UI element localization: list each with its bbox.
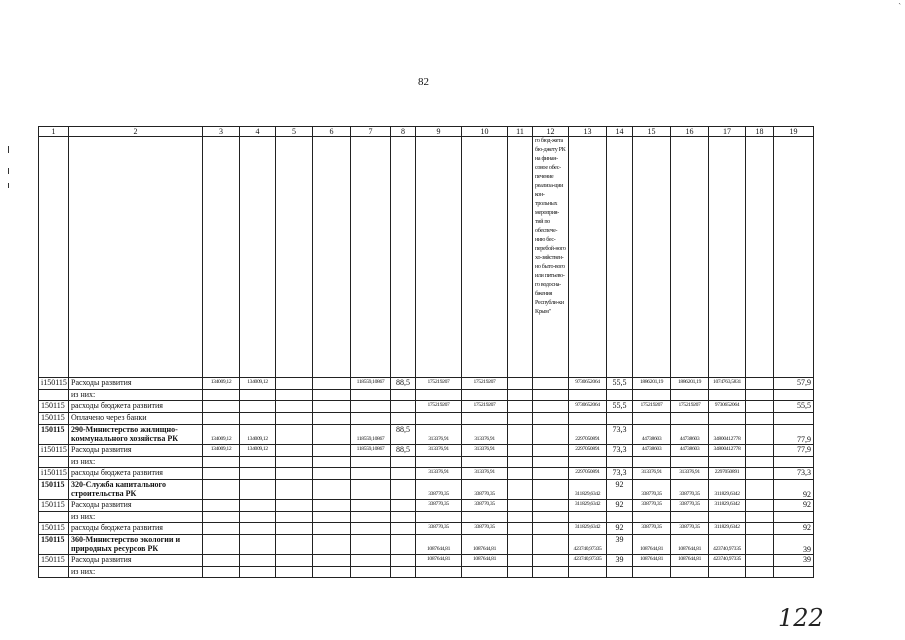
cell-c19: 57,9 (774, 378, 814, 390)
cell-c14: 73,3 (607, 468, 633, 480)
cell-c13: 311829,6342 (569, 500, 607, 512)
cell-name: Расходы развития (69, 500, 203, 512)
cell-name: Расходы развития (69, 445, 203, 457)
cell-name: 320-Служба капитального строительства РК (69, 480, 203, 500)
cell-c15 (633, 567, 671, 578)
cell-c17 (709, 457, 746, 468)
cell-c7 (351, 535, 391, 555)
cell-c13 (569, 413, 607, 425)
cell-c10: 313376,91 (462, 425, 508, 445)
table-row (39, 457, 814, 468)
cell-c7 (351, 457, 391, 468)
table-row (39, 567, 814, 578)
cell-code: i150115 (39, 468, 69, 480)
cell-c4: 134009,12 (240, 378, 276, 390)
cell-c4 (240, 512, 276, 523)
cell-code: 150115 (39, 480, 69, 500)
cell-c13 (569, 567, 607, 578)
cell-name: из них: (69, 390, 203, 401)
cell-c3 (203, 401, 240, 413)
cell-c4: 134009,12 (240, 425, 276, 445)
cell-c3: 134009,12 (203, 378, 240, 390)
cell-c3 (203, 480, 240, 500)
cell-c7 (351, 390, 391, 401)
cell-c9 (416, 512, 462, 523)
cell-c15: 338770,35 (633, 500, 671, 512)
cell-code: i150115 (39, 378, 69, 390)
cell-c9: 313376,91 (416, 445, 462, 457)
cell-code: 150115 (39, 535, 69, 555)
margin-mark (8, 168, 9, 174)
cell-c8 (391, 401, 416, 413)
cell-c16: 1886201,19 (671, 378, 709, 390)
cell-c4 (240, 413, 276, 425)
cell-name: из них: (69, 512, 203, 523)
cell-c16: 1087644,81 (671, 555, 709, 567)
cell-c17 (709, 512, 746, 523)
cell-c3 (203, 512, 240, 523)
cell-c10 (462, 413, 508, 425)
cell-c13 (569, 512, 607, 523)
cell-c7 (351, 480, 391, 500)
corner-mark: ` (898, 2, 901, 11)
budget-table (38, 126, 814, 578)
cell-name: из них: (69, 567, 203, 578)
cell-c3 (203, 523, 240, 535)
cell-c19 (774, 413, 814, 425)
cell-c14: 55,5 (607, 378, 633, 390)
cell-c19: 77,9 (774, 445, 814, 457)
table-row (39, 555, 814, 567)
cell-c3 (203, 468, 240, 480)
cell-c13 (569, 390, 607, 401)
table-row (39, 512, 814, 523)
cell-c19 (774, 567, 814, 578)
cell-c14: 73,3 (607, 445, 633, 457)
cell-c4 (240, 567, 276, 578)
cell-c9: 1087644,81 (416, 555, 462, 567)
cell-name: Расходы развития (69, 378, 203, 390)
cell-c13: 2297050891 (569, 425, 607, 445)
cell-c8: 88,5 (391, 445, 416, 457)
cell-code: 150115 (39, 425, 69, 445)
cell-c17: 311829,6342 (709, 480, 746, 500)
cell-c16 (671, 512, 709, 523)
table-row (39, 413, 814, 425)
cell-c9 (416, 390, 462, 401)
cell-c8 (391, 500, 416, 512)
cell-code: 150115 (39, 555, 69, 567)
cell-c9: 338770,35 (416, 523, 462, 535)
cell-c17: 311829,6342 (709, 500, 746, 512)
cell-c10: 338770,35 (462, 480, 508, 500)
continuation-row (39, 137, 814, 378)
cell-code (39, 390, 69, 401)
cell-name: Расходы развития (69, 555, 203, 567)
cell-c19 (774, 512, 814, 523)
cell-c8 (391, 523, 416, 535)
cell-c15: 44738603 (633, 445, 671, 457)
table-row (39, 425, 814, 445)
cell-c9: 338770,35 (416, 500, 462, 512)
cell-c17: 2297050891 (709, 468, 746, 480)
cell-c15: 313376,91 (633, 468, 671, 480)
cell-c16: 44738603 (671, 425, 709, 445)
cell-c7: 118559,10867 (351, 378, 391, 390)
cell-c4: 134009,12 (240, 445, 276, 457)
cell-code: 150115 (39, 413, 69, 425)
cell-c8 (391, 480, 416, 500)
col-header: 8 (391, 127, 416, 137)
page-number: 82 (418, 76, 429, 88)
table-row (39, 480, 814, 500)
col-header: 17 (709, 127, 746, 137)
cell-c9: 313376,91 (416, 468, 462, 480)
col-header: 7 (351, 127, 391, 137)
cell-c9: 338770,35 (416, 480, 462, 500)
cell-c15: 338770,35 (633, 480, 671, 500)
cell-c10: 313376,91 (462, 445, 508, 457)
col-header: 1 (39, 127, 69, 137)
cell-name: 290-Министерство жилищно-коммунального хозяйства РК (69, 425, 203, 445)
cell-code: 150115 (39, 500, 69, 512)
col-header: 2 (69, 127, 203, 137)
cell-c3 (203, 555, 240, 567)
col-header: 3 (203, 127, 240, 137)
cell-c8 (391, 457, 416, 468)
cell-c7 (351, 468, 391, 480)
col-header: 11 (508, 127, 533, 137)
cell-c10: 1087644,81 (462, 535, 508, 555)
col-header: 13 (569, 127, 607, 137)
table-row (39, 500, 814, 512)
table-row (39, 535, 814, 555)
cell-c19 (774, 457, 814, 468)
cell-c15: 338770,35 (633, 523, 671, 535)
cell-c8: 88,5 (391, 425, 416, 445)
margin-mark (8, 183, 9, 188)
cell-c4 (240, 401, 276, 413)
cell-c13: 9730652064 (569, 401, 607, 413)
cell-c4 (240, 500, 276, 512)
cell-c3: 134009,12 (203, 445, 240, 457)
col-header: 14 (607, 127, 633, 137)
cell-c9: 175219207 (416, 378, 462, 390)
cell-c14 (607, 567, 633, 578)
cell-c17: 34800412778 (709, 445, 746, 457)
cell-c16 (671, 567, 709, 578)
cell-c3 (203, 390, 240, 401)
cell-c17: 423740,97335 (709, 535, 746, 555)
cell-c9 (416, 457, 462, 468)
cell-c19: 55,5 (774, 401, 814, 413)
cell-c7 (351, 555, 391, 567)
cell-c16: 338770,35 (671, 480, 709, 500)
cell-c17 (709, 413, 746, 425)
col-header: 19 (774, 127, 814, 137)
table-row (39, 468, 814, 480)
cell-code (39, 457, 69, 468)
cell-name: расходы бюджета развития (69, 401, 203, 413)
cell-c7 (351, 512, 391, 523)
cell-c19: 77,9 (774, 425, 814, 445)
cell-c8: 88,5 (391, 378, 416, 390)
cell-c10 (462, 390, 508, 401)
cell-code: 150115 (39, 523, 69, 535)
col-header: 6 (313, 127, 351, 137)
cell-c14: 55,5 (607, 401, 633, 413)
cell-c15 (633, 457, 671, 468)
cell-c4 (240, 468, 276, 480)
cell-c8 (391, 468, 416, 480)
table-row (39, 390, 814, 401)
cell-c9 (416, 413, 462, 425)
cell-c4 (240, 523, 276, 535)
cell-c8 (391, 390, 416, 401)
cell-c10: 338770,35 (462, 523, 508, 535)
col-header: 12 (533, 127, 569, 137)
cell-code (39, 512, 69, 523)
cell-c13: 311829,6342 (569, 523, 607, 535)
cell-c14 (607, 512, 633, 523)
cell-c16 (671, 390, 709, 401)
cell-c16 (671, 457, 709, 468)
cell-c14 (607, 390, 633, 401)
cell-c3: 134009,12 (203, 425, 240, 445)
cell-c7 (351, 500, 391, 512)
cell-c7 (351, 413, 391, 425)
cell-c14: 92 (607, 500, 633, 512)
cell-c15 (633, 512, 671, 523)
cell-c13: 9730652064 (569, 378, 607, 390)
cell-c13: 311829,6342 (569, 480, 607, 500)
cell-name: 360-Министерство экологии и природных ресурсов РК (69, 535, 203, 555)
cell-c16: 338770,35 (671, 500, 709, 512)
cell-c19: 73,3 (774, 468, 814, 480)
cell-c13: 423740,97335 (569, 535, 607, 555)
cell-c10: 338770,35 (462, 500, 508, 512)
cell-c19: 39 (774, 535, 814, 555)
cell-c3 (203, 413, 240, 425)
margin-mark (8, 146, 9, 153)
cell-c14: 39 (607, 555, 633, 567)
table-row (39, 378, 814, 390)
cell-c13 (569, 457, 607, 468)
cell-c15: 175219207 (633, 401, 671, 413)
cell-c14: 73,3 (607, 425, 633, 445)
col-header: 15 (633, 127, 671, 137)
cell-c15: 44738603 (633, 425, 671, 445)
cell-c3 (203, 535, 240, 555)
cell-c10 (462, 512, 508, 523)
table-row (39, 523, 814, 535)
cell-c14 (607, 413, 633, 425)
cell-c16: 313376,91 (671, 468, 709, 480)
cell-name: из них: (69, 457, 203, 468)
col-header: 5 (276, 127, 313, 137)
cell-c13: 423740,97335 (569, 555, 607, 567)
cell-c9: 313376,91 (416, 425, 462, 445)
cell-c9 (416, 567, 462, 578)
col-header: 16 (671, 127, 709, 137)
cell-c15: 1087644,81 (633, 535, 671, 555)
cell-c7: 118559,10867 (351, 425, 391, 445)
cell-c16: 44738603 (671, 445, 709, 457)
cell-code (39, 567, 69, 578)
cell-code: i150115 (39, 445, 69, 457)
cell-c4 (240, 555, 276, 567)
cell-c10: 175219207 (462, 378, 508, 390)
cell-c13: 2297050891 (569, 468, 607, 480)
cell-c14 (607, 457, 633, 468)
cell-c7 (351, 567, 391, 578)
cell-c15: 1087644,81 (633, 555, 671, 567)
cell-c17: 9730652064 (709, 401, 746, 413)
col-header: 4 (240, 127, 276, 137)
cell-c7 (351, 401, 391, 413)
cell-c4 (240, 535, 276, 555)
cell-c7: 118559,10867 (351, 445, 391, 457)
cell-c8 (391, 567, 416, 578)
table-row (39, 401, 814, 413)
cell-c15 (633, 390, 671, 401)
cell-c19 (774, 390, 814, 401)
header-row (39, 127, 814, 137)
cell-c17: 1074763,5831 (709, 378, 746, 390)
cell-code: 150115 (39, 401, 69, 413)
cell-c17 (709, 390, 746, 401)
cell-c3 (203, 457, 240, 468)
cell-c17: 311829,6342 (709, 523, 746, 535)
col-header: 18 (746, 127, 774, 137)
cell-c3 (203, 567, 240, 578)
col-header: 10 (462, 127, 508, 137)
cell-c13: 2297050891 (569, 445, 607, 457)
cell-name: расходы бюджета развития (69, 468, 203, 480)
cell-c19: 92 (774, 500, 814, 512)
cell-c8 (391, 512, 416, 523)
cell-c14: 92 (607, 480, 633, 500)
cell-c4 (240, 480, 276, 500)
cell-c16: 175219207 (671, 401, 709, 413)
cell-name: Оплачено через банки (69, 413, 203, 425)
cell-c17: 423740,97335 (709, 555, 746, 567)
cell-c4 (240, 390, 276, 401)
cell-c16: 1087644,81 (671, 535, 709, 555)
table-row (39, 445, 814, 457)
cell-c16: 338770,35 (671, 523, 709, 535)
cell-c10: 313376,91 (462, 468, 508, 480)
cell-c14: 92 (607, 523, 633, 535)
cell-c19: 92 (774, 480, 814, 500)
handwritten-page-number: 122 (778, 604, 824, 632)
cell-c10 (462, 567, 508, 578)
col-header: 9 (416, 127, 462, 137)
cell-c9: 1087644,81 (416, 535, 462, 555)
cell-c8 (391, 535, 416, 555)
cell-name: расходы бюджета развития (69, 523, 203, 535)
cell-c3 (203, 500, 240, 512)
cell-c16 (671, 413, 709, 425)
col12-note: го бюд-жета бю-джету РК на финан-совое обес-печение реализа-ции кон-трольных мероприя-тий по обеспече-нию бес-перебой-ного хо-зяйствен-но быто-вого или питьево-го водосна-бжения Республи-ки Крым" (533, 137, 569, 378)
cell-c4 (240, 457, 276, 468)
cell-c10 (462, 457, 508, 468)
cell-c8 (391, 413, 416, 425)
cell-c10: 175219207 (462, 401, 508, 413)
cell-c14: 39 (607, 535, 633, 555)
cell-c17 (709, 567, 746, 578)
cell-c17: 34800412778 (709, 425, 746, 445)
cell-c9: 175219207 (416, 401, 462, 413)
cell-c8 (391, 555, 416, 567)
cell-c15: 1886201,19 (633, 378, 671, 390)
cell-c19: 92 (774, 523, 814, 535)
cell-c19: 39 (774, 555, 814, 567)
cell-c7 (351, 523, 391, 535)
cell-c10: 1087644,81 (462, 555, 508, 567)
cell-c15 (633, 413, 671, 425)
